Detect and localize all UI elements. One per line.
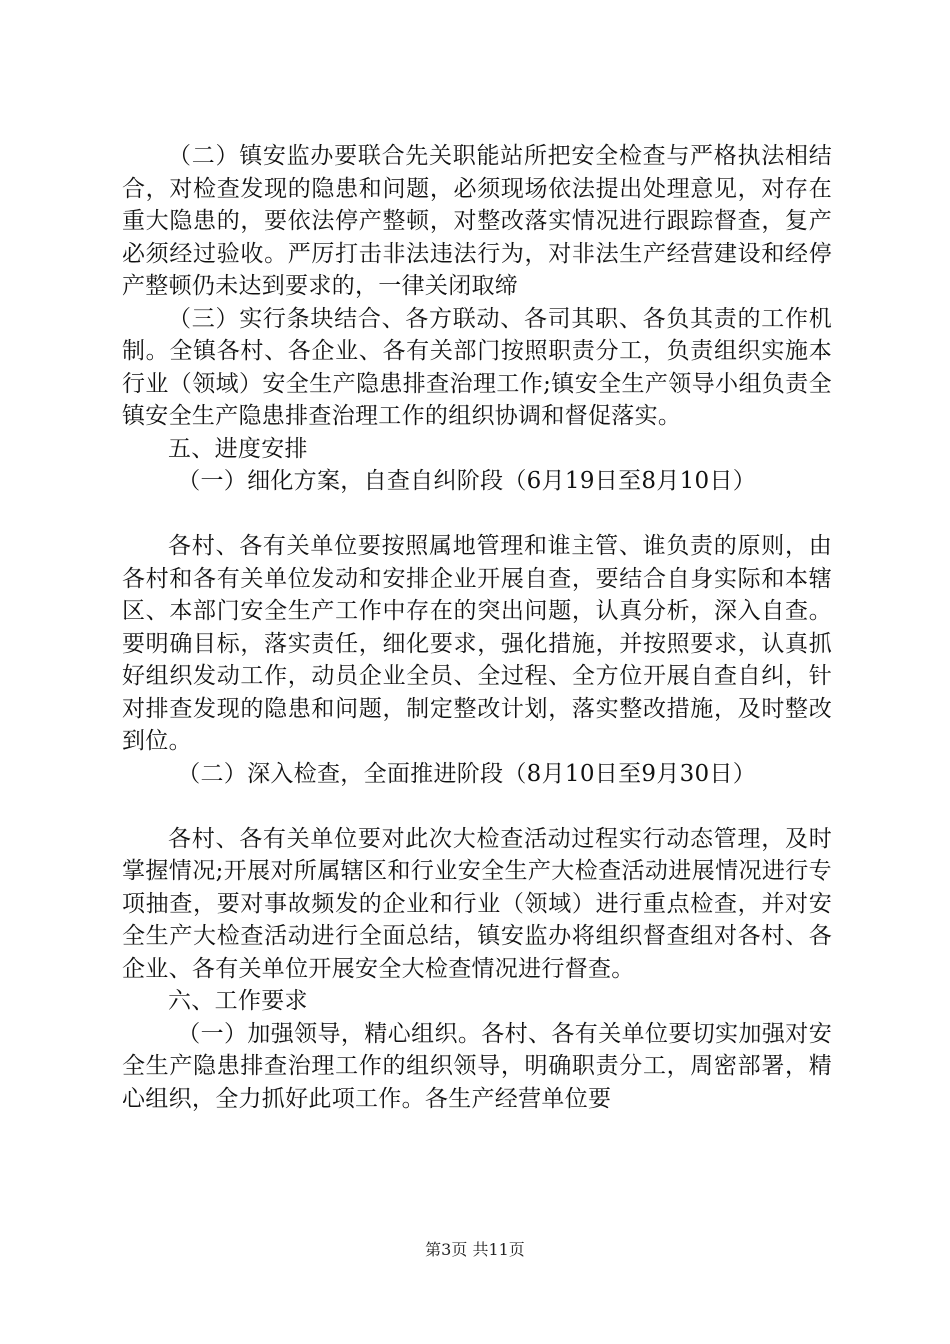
section-heading-schedule: 五、进度安排 [168,435,308,462]
paragraph-dynamic-management: 各村、各有关单位要对此次大检查活动过程实行动态管理，及时掌握情况;开展对所属辖区和行业安全生产大检查活动进展情况进行专项抽查，要对事故频发的企业和行业（领域）进行重点检查，并对安全生产大检查活动进行全面总结，镇安监办将组织督查组对各村、各企业、各有关单位开展安全大检查情况进行督查。 [122,825,832,982]
subheading-self-check-stage: （一）细化方案，自查自纠阶段（6月19日至8月10日） [177,468,757,494]
paragraph-inspection-enforcement: （二）镇安监办要联合先关职能站所把安全检查与严格执法相结合，对检查发现的隐患和问题，必须现场依法提出处理意见，对存在重大隐患的，要依法停产整顿，对整改落实情况进行跟踪督查，复产必须经过验收。严厉打击非法违法行为，对非法生产经营建设和经停产整顿仍未达到要求的，一律关闭取缔 [122,143,832,299]
paragraph-self-check: 各村、各有关单位要按照属地管理和谁主管、谁负责的原则，由各村和各有关单位发动和安排企业开展自查，要结合自身实际和本辖区、本部门安全生产工作中存在的突出问题，认真分析，深入自查。要明确目标，落实责任，细化要求，强化措施，并按照要求，认真抓好组织发动工作，动员企业全员、全过程、全方位开展自查自纠，针对排查发现的隐患和问题，制定整改计划，落实整改措施，及时整改到位。 [122,533,832,754]
paragraph-work-mechanism: （三）实行条块结合、各方联动、各司其职、各负其责的工作机制。全镇各村、各企业、各有关部门按照职责分工，负责组织实施本行业（领域）安全生产隐患排查治理工作;镇安全生产领导小组负责全镇安全生产隐患排查治理工作的组织协调和督促落实。 [122,305,832,429]
document-body [122,140,832,1115]
section-heading-work-requirements: 六、工作要求 [168,988,308,1014]
blank-line [122,790,832,823]
paragraph-strengthen-leadership: （一）加强领导，精心组织。各村、各有关单位要切实加强对安全生产隐患排查治理工作的组织领导，明确职责分工，周密部署，精心组织，全力抓好此项工作。各生产经营单位要 [122,1020,832,1112]
page-number-footer: 第3页 共11页 [425,1240,525,1259]
subheading-in-depth-inspection-stage: （二）深入检查，全面推进阶段（8月10日至9月30日） [177,760,757,787]
blank-line [122,498,832,531]
